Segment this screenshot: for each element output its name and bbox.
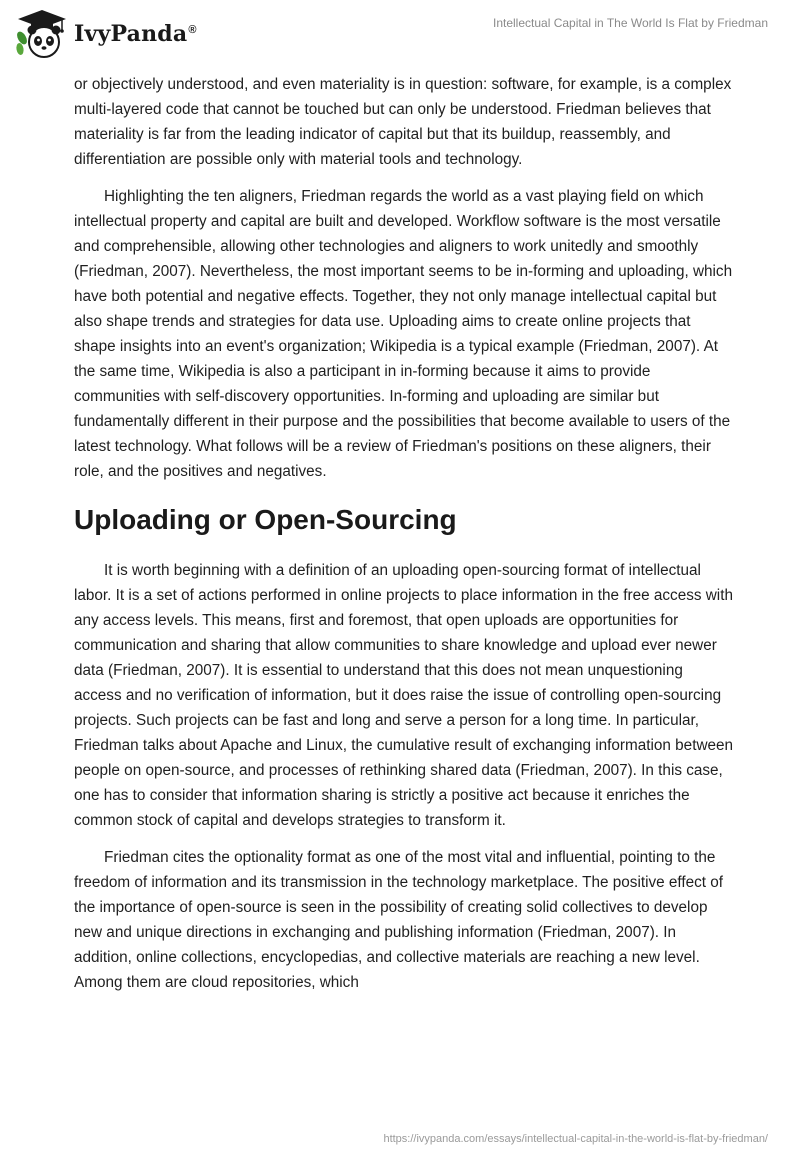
brand-name [74,21,197,47]
section-heading: Uploading or Open-Sourcing [74,504,457,535]
paragraph-3: It is worth beginning with a definition of an uploading open-sourcing format of intellectual labor. It is a set of actions performed in online projects to place information in the free access with any access levels. This means, first and foremost, that open uploads are opportunities for communication and sharing that allow communities to share knowledge and upload ever newer data (Friedman, 2007). It is essential to understand that this does not mean unquestioning access and no verification of information, but it does raise the issue of controlling open-sourcing projects. Such projects can be fast and long and serve a person for a long time. In particular, Friedman talks about Apache and Linux, the cumulative result of exchanging information between people on open-source, and processes of rethinking shared data (Friedman, 2007). In this case, one has to consider that information sharing is strictly a positive act because it enriches the common stock of capital and develops strategies to transform it. [74,562,734,829]
page-header [0,0,800,70]
registered-mark: ® [188,23,197,36]
paragraph-1: or objectively understood, and even materiality is in question: software, for example, is a complex multi-layered code that cannot be touched but can only be understood. Friedman believes that materiality is far from the leading indicator of capital but that its buildup, reassembly, and differentiation are possible only with material tools and technology. [74,76,732,168]
essay-body [74,72,734,1007]
ivypanda-logo[interactable] [14,8,197,60]
paragraph-2: Highlighting the ten aligners, Friedman regards the world as a vast playing field on which intellectual property and capital are built and developed. Workflow software is the most versatile and comprehensible, allowing other technologies and aligners to work unitedly and smoothly (Friedman, 2007). Nevertheless, the most important seems to be in-forming and uploading, which have both potential and negative effects. Together, they not only manage intellectual capital but also shape trends and strategies for data use. Uploading aims to create online projects that shape insights into an event's organization; Wikipedia is a typical example (Friedman, 2007). At the same time, Wikipedia is also a participant in in-forming because it aims to provide communities with self-discovery opportunities. In-forming and uploading are similar but fundamentally different in their purpose and the possibilities that become available to users of the latest technology. What follows will be a review of Friedman's positions on these aligners, their role, and the positives and negatives. [74,188,733,480]
panda-logo-icon [14,8,70,60]
paragraph-4: Friedman cites the optionality format as one of the most vital and influential, pointing to the freedom of information and its transmission in the technology marketplace. The positive effect of the importance of open-source is seen in the possibility of creating solid collectives to develop new and unique directions in exchanging and publishing information (Friedman, 2007). In addition, online collections, encyclopedias, and collective materials are reaching a new level. Among them are cloud repositories, which [74,849,724,991]
source-url[interactable]: https://ivypanda.com/essays/intellectual-capital-in-the-world-is-flat-by-friedman/ [383,1133,768,1145]
document-title: Intellectual Capital in The World Is Flat by Friedman [492,16,768,30]
brand-name-text: IvyPanda [74,21,188,47]
